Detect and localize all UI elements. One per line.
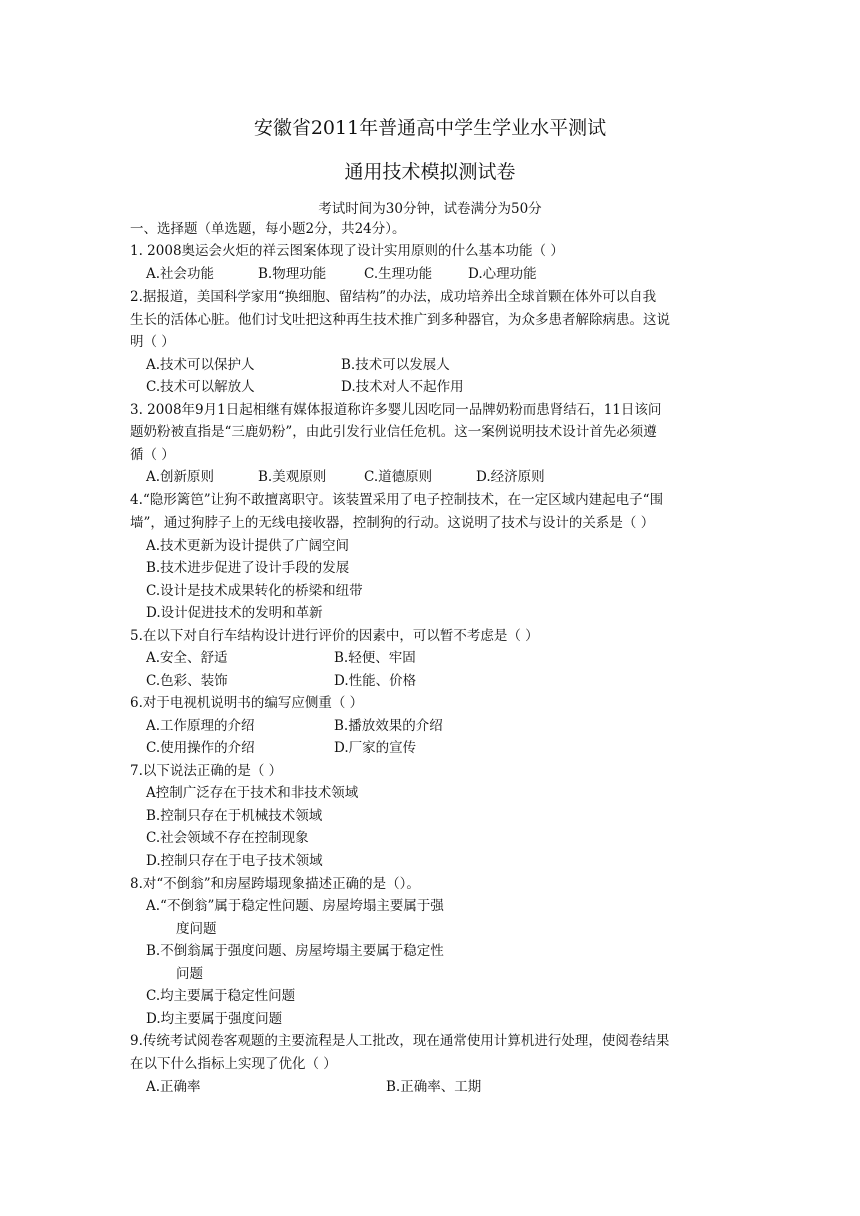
q8-option-a-line2: 度问题 xyxy=(176,921,217,937)
question-2-stem-line3: 明（ ） xyxy=(130,334,175,350)
q5-option-d: D.性能、价格 xyxy=(334,673,417,689)
question-1-stem: 1. 2008奥运会火炬的祥云图案体现了设计实用原则的什么基本功能（ ） xyxy=(130,243,564,259)
q7-option-a: A控制广泛存在于技术和非技术领域 xyxy=(146,785,359,801)
q6-option-a: A.工作原理的介绍 xyxy=(146,718,255,734)
q5-option-a: A.安全、舒适 xyxy=(146,650,228,666)
q7-option-c: C.社会领域不存在控制现象 xyxy=(146,830,309,846)
q3-option-b: B.美观原则 xyxy=(258,469,327,485)
question-2-stem-line2: 生长的活体心脏。他们讨戈吐把这种再生技术推广到多种器官，为众多患者解除病患。这说 xyxy=(130,312,670,328)
section-heading: 一、选择题（单选题，每小题2分，共24分）。 xyxy=(130,221,406,237)
exam-subtitle-title: 通用技术模拟测试卷 xyxy=(344,161,516,183)
q8-option-b-line2: 问题 xyxy=(176,966,203,982)
q6-option-c: C.使用操作的介绍 xyxy=(146,740,255,756)
q7-option-d: D.控制只存在于电子技术领域 xyxy=(146,853,323,869)
q2-option-c: C.技术可以解放人 xyxy=(146,379,255,395)
question-8-stem: 8.对“不倒翁”和房屋跨塌现象描述正确的是（）。 xyxy=(130,876,420,892)
q5-option-b: B.轻便、牢固 xyxy=(334,650,416,666)
q9-option-b: B.正确率、工期 xyxy=(386,1079,482,1095)
q1-option-c: C.生理功能 xyxy=(364,266,433,282)
q8-option-d: D.均主要属于强度问题 xyxy=(146,1011,283,1027)
question-3-stem-line2: 题奶粉被直指是“三鹿奶粉”，由此引发行业信任危机。这一案例说明技术设计首先必须遵 xyxy=(130,424,657,440)
q4-option-a: A.技术更新为设计提供了广阔空间 xyxy=(146,538,350,554)
q2-option-d: D.技术对人不起作用 xyxy=(341,379,464,395)
question-4-stem-line1: 4.“隐形篱笆”让狗不敢擅离职守。该装置采用了电子控制技术，在一定区域内建起电子“围 xyxy=(130,492,664,508)
q4-option-c: C.设计是技术成果转化的桥梁和纽带 xyxy=(146,583,363,599)
q8-option-c: C.均主要属于稳定性问题 xyxy=(146,988,296,1004)
exam-info: 考试时间为30分钟，试卷满分为50分 xyxy=(318,201,542,217)
question-9-stem-line1: 9.传统考试阅卷客观题的主要流程是人工批改，现在通常使用计算机进行处理，使阅卷结果 xyxy=(130,1033,670,1049)
question-2-stem-line1: 2.据报道，美国科学家用“换细胞、留结构”的办法，成功培养出全球首颗在体外可以自我 xyxy=(130,289,657,305)
q5-option-c: C.色彩、装饰 xyxy=(146,673,228,689)
q2-option-b: B.技术可以发展人 xyxy=(341,357,450,373)
q3-option-d: D.经济原则 xyxy=(476,469,545,485)
q6-option-d: D.厂家的宣传 xyxy=(334,740,417,756)
q7-option-b: B.控制只存在于机械技术领域 xyxy=(146,808,323,824)
question-7-stem: 7.以下说法正确的是（ ） xyxy=(130,763,283,779)
q8-option-b-line1: B.不倒翁属于强度问题、房屋垮塌主要属于稳定性 xyxy=(146,943,444,959)
q4-option-d: D.设计促进技术的发明和革新 xyxy=(146,605,323,621)
question-3-stem-line1: 3. 2008年9月1日起相继有媒体报道称许多婴儿因吃同一品牌奶粉而患肾结石，11日该问 xyxy=(130,402,662,418)
question-9-stem-line2: 在以下什么指标上实现了优化（ ） xyxy=(130,1056,337,1072)
question-3-stem-line3: 循（ ） xyxy=(130,447,175,463)
q4-option-b: B.技术进步促进了设计手段的发展 xyxy=(146,560,350,576)
q1-option-a: A.社会功能 xyxy=(146,266,215,282)
q2-option-a: A.技术可以保护人 xyxy=(146,357,255,373)
q1-option-b: B.物理功能 xyxy=(258,266,327,282)
question-6-stem: 6.对于电视机说明书的编写应侧重（ ） xyxy=(130,695,364,711)
exam-title: 安徽省2011年普通高中学生学业水平测试 xyxy=(253,117,607,139)
q3-option-c: C.道德原则 xyxy=(364,469,433,485)
q6-option-b: B.播放效果的介绍 xyxy=(334,718,443,734)
q1-option-d: D.心理功能 xyxy=(468,266,537,282)
question-5-stem: 5.在以下对自行车结构设计进行评价的因素中，可以暂不考虑是（ ） xyxy=(130,628,539,644)
q3-option-a: A.创新原则 xyxy=(146,469,215,485)
q8-option-a-line1: A.“不倒翁”属于稳定性问题、房屋垮塌主要属于强 xyxy=(146,898,444,914)
q9-option-a: A.正确率 xyxy=(146,1079,201,1095)
question-4-stem-line2: 墙”，通过狗脖子上的无线电接收器，控制狗的行动。这说明了技术与设计的关系是（ ） xyxy=(130,515,655,531)
